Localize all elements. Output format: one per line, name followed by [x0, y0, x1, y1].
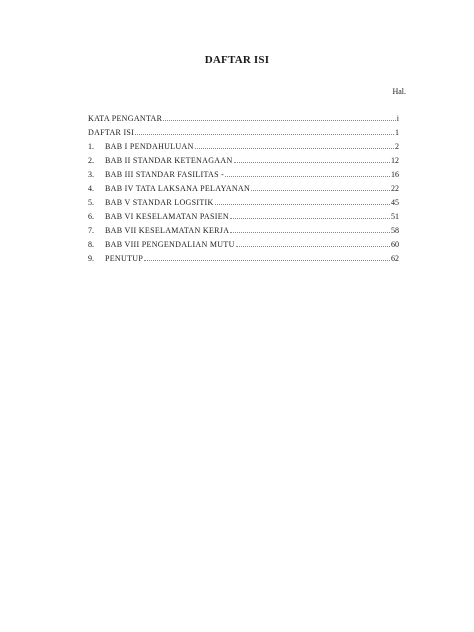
toc-entry-penutup: [88, 249, 399, 263]
toc-entry-number: 5.: [88, 198, 94, 207]
toc-leader-dots: [215, 204, 390, 205]
toc-entry-label: BAB III STANDAR FASILITAS -: [105, 170, 225, 179]
toc-entry-page: 1: [395, 128, 399, 137]
toc-entry-page: 62: [391, 254, 399, 263]
toc-leader-dots: [234, 162, 390, 163]
toc-entry-label: BAB I PENDAHULUAN: [105, 142, 194, 151]
toc-entry-label: BAB VII KESELAMATAN KERJA: [105, 226, 230, 235]
toc-entry-number: 8.: [88, 240, 94, 249]
toc-entry-label: DAFTAR ISI: [88, 128, 135, 137]
toc-entry-number: 7.: [88, 226, 94, 235]
toc-entry-label: BAB VI KESELAMATAN PASIEN: [105, 212, 229, 221]
toc-entry-page: i: [396, 114, 399, 123]
toc-entry-bab-7: [88, 221, 399, 235]
toc-entry-bab-2: [88, 151, 399, 165]
page-column-header: Hal.: [392, 87, 406, 96]
toc-entry-page: 58: [391, 226, 399, 235]
toc-entry-page: 51: [391, 212, 399, 221]
toc-entry-label: BAB V STANDAR LOGSITIK: [105, 198, 214, 207]
toc-entry-number: 1.: [88, 142, 94, 151]
toc-entry-page: 16: [391, 170, 399, 179]
table-of-contents: [88, 109, 399, 263]
toc-entry-number: 6.: [88, 212, 94, 221]
toc-entry-page: 45: [391, 198, 399, 207]
toc-entry-bab-6: [88, 207, 399, 221]
toc-entry-bab-1: [88, 137, 399, 151]
toc-entry-label: BAB IV TATA LAKSANA PELAYANAN: [105, 184, 251, 193]
toc-leader-dots: [230, 218, 390, 219]
toc-entry-number: 4.: [88, 184, 94, 193]
toc-leader-dots: [135, 134, 394, 135]
toc-entry-number: 3.: [88, 170, 94, 179]
toc-entry-label: KATA PENGANTAR: [88, 114, 163, 123]
toc-leader-dots: [225, 176, 390, 177]
toc-leader-dots: [236, 246, 390, 247]
toc-entry-label: PENUTUP: [105, 254, 144, 263]
toc-leader-dots: [251, 190, 390, 191]
toc-entry-number: 2.: [88, 156, 94, 165]
toc-entry-page: 22: [391, 184, 399, 193]
toc-entry-number: 9.: [88, 254, 94, 263]
toc-entry-page: 2: [395, 142, 399, 151]
toc-entry-page: 60: [391, 240, 399, 249]
toc-entry-bab-4: [88, 179, 399, 193]
toc-leader-dots: [163, 120, 396, 121]
toc-entry-bab-5: [88, 193, 399, 207]
toc-entry-page: 12: [391, 156, 399, 165]
toc-entry-label: BAB VIII PENGENDALIAN MUTU: [105, 240, 235, 249]
toc-leader-dots: [195, 148, 394, 149]
toc-entry-bab-8: [88, 235, 399, 249]
page-title: DAFTAR ISI: [204, 54, 270, 66]
toc-entry-label: BAB II STANDAR KETENAGAAN: [105, 156, 233, 165]
toc-entry-kata-pengantar: [88, 109, 399, 123]
toc-leader-dots: [230, 232, 390, 233]
toc-leader-dots: [144, 260, 390, 261]
toc-entry-bab-3: [88, 165, 399, 179]
toc-entry-daftar-isi: [88, 123, 399, 137]
